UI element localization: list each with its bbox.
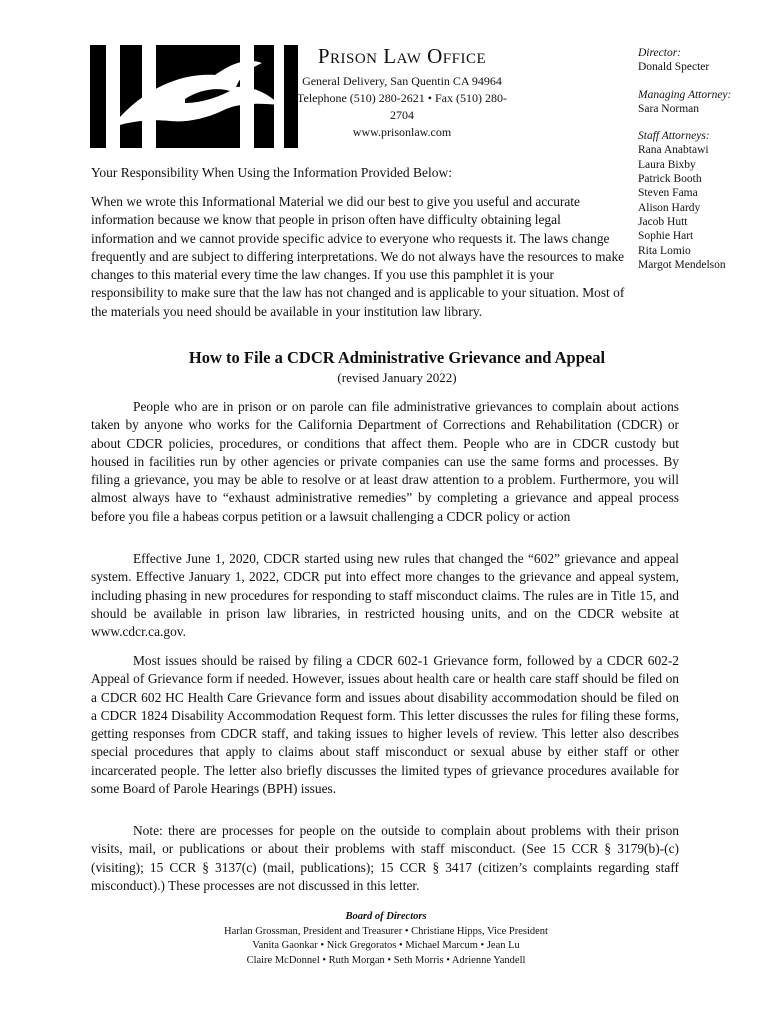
staff-attorney: Rana Anabtawi <box>638 144 709 157</box>
managing-attorney-name: Sara Norman <box>638 102 699 115</box>
paragraph-text: Note: there are processes for people on the outside to complain about problems with their prison visits, mail, or publications or about their problems with staff misconduct. (See 15 CCR § 3179(b)-(c) (visiting); 15 CCR § 3137(c) (mail, publications); 15 CCR § 3417 (citizen’s complaints regarding staff misconduct).) These processes are not discussed in this letter. <box>91 823 679 893</box>
board-heading: Board of Directors <box>345 911 427 922</box>
board-line: Claire McDonnel • Ruth Morgan • Seth Morris • Adrienne Yandell <box>246 954 526 966</box>
prison-law-office-logo <box>90 45 298 148</box>
staff-attorney: Patrick Booth <box>638 173 702 186</box>
staff-attorney: Margot Mendelson <box>638 258 726 271</box>
body-paragraph <box>91 550 679 641</box>
board-line: Harlan Grossman, President and Treasurer • Christiane Hipps, Vice President <box>224 925 548 937</box>
document-subtitle: (revised January 2022) <box>337 370 457 385</box>
paragraph-text: Most issues should be raised by filing a CDCR 602-1 Grievance form, followed by a CDCR 602-2 Appeal of Grievance form if needed. However, issues about health care or health care staff should be filed on a CDCR 602 HC Health Care Grievance form and issues about disability accommodation should be filed on a CDCR 1824 Disability Accommodation Request form. This letter discusses the rules for filing these forms, getting responses from CDCR staff, and taking issues to higher levels of review. This letter also describes special procedures that apply to claims about staff misconduct or sexual abuse by either staff or other incarcerated people. The letter also briefly discusses the limited types of grievance procedures available for some Board of Parole Hearings (BPH) issues. <box>91 653 679 797</box>
paragraph-text: People who are in prison or on parole can file administrative grievances to complain about actions taken by anyone who works for the California Department of Corrections and Rehabilitation (CDCR) or about CDCR policies, procedures, or conditions that affect them. People who are in CDCR custody but housed in facilities run by other agencies or private companies can use the same forms and processes. By filing a grievance, you may be able to resolve or at least draw attention to a problem. Furthermore, you will almost always have to “exhaust administrative remedies” by completing a grievance and appeal process before you file a habeas corpus petition or a lawsuit challenging a CDCR policy or action <box>91 399 679 524</box>
staff-attorney: Alison Hardy <box>638 201 701 214</box>
staff-attorney: Jacob Hutt <box>638 215 688 228</box>
staff-attorney: Laura Bixby <box>638 158 696 171</box>
document-title: How to File a CDCR Administrative Grievance and Appeal <box>188 348 606 367</box>
letterhead <box>296 44 508 141</box>
body-paragraph <box>91 398 679 526</box>
body-paragraph <box>91 652 679 798</box>
responsibility-heading: Your Responsibility When Using the Information Provided Below: <box>91 165 452 180</box>
director-label: Director: <box>638 47 682 59</box>
responsibility-body: When we wrote this Informational Material we did our best to give you useful and accurate information because we know that people in prison often have difficulty obtaining legal information and we cannot provide specific advice to everyone who requests it. The laws change frequently and are subject to differing interpretations. We do not always have the resources to make changes to this material every time the law changes. If you use this pamphlet it is your responsibility to make sure that the law has not changed and is applicable to your situation. Most of the materials you need should be available in your institution law library. <box>91 194 625 319</box>
managing-attorney-label: Managing Attorney: <box>638 88 732 101</box>
staff-sidebar <box>638 46 763 272</box>
body-paragraph <box>91 822 679 895</box>
staff-attorneys-label: Staff Attorneys: <box>638 130 710 143</box>
paragraph-text: Effective June 1, 2020, CDCR started using new rules that changed the “602” grievance and appeal system. Effective January 1, 2022, CDCR put into effect more changes to the grievance and appeal system, including phasing in new procedures for responding to staff misconduct claims. The rules are in Title 15, and should be available in prison law libraries, in restricted housing units, and on the CDCR website at www.cdcr.ca.gov. <box>91 551 679 640</box>
org-phone: Telephone (510) 280-2621 • Fax (510) 280-2704 <box>297 91 507 122</box>
staff-attorney: Steven Fama <box>638 187 698 200</box>
org-name: Prison Law Office <box>317 44 487 68</box>
org-website: www.prisonlaw.com <box>352 125 452 139</box>
board-line: Vanita Gaonkar • Nick Gregoratos • Michael Marcum • Jean Lu <box>252 940 520 951</box>
org-address: General Delivery, San Quentin CA 94964 <box>302 74 502 88</box>
director-name: Donald Specter <box>638 61 710 74</box>
staff-attorney: Sophie Hart <box>638 230 694 243</box>
staff-attorney: Rita Lomio <box>638 244 691 257</box>
board-of-directors <box>92 910 680 968</box>
